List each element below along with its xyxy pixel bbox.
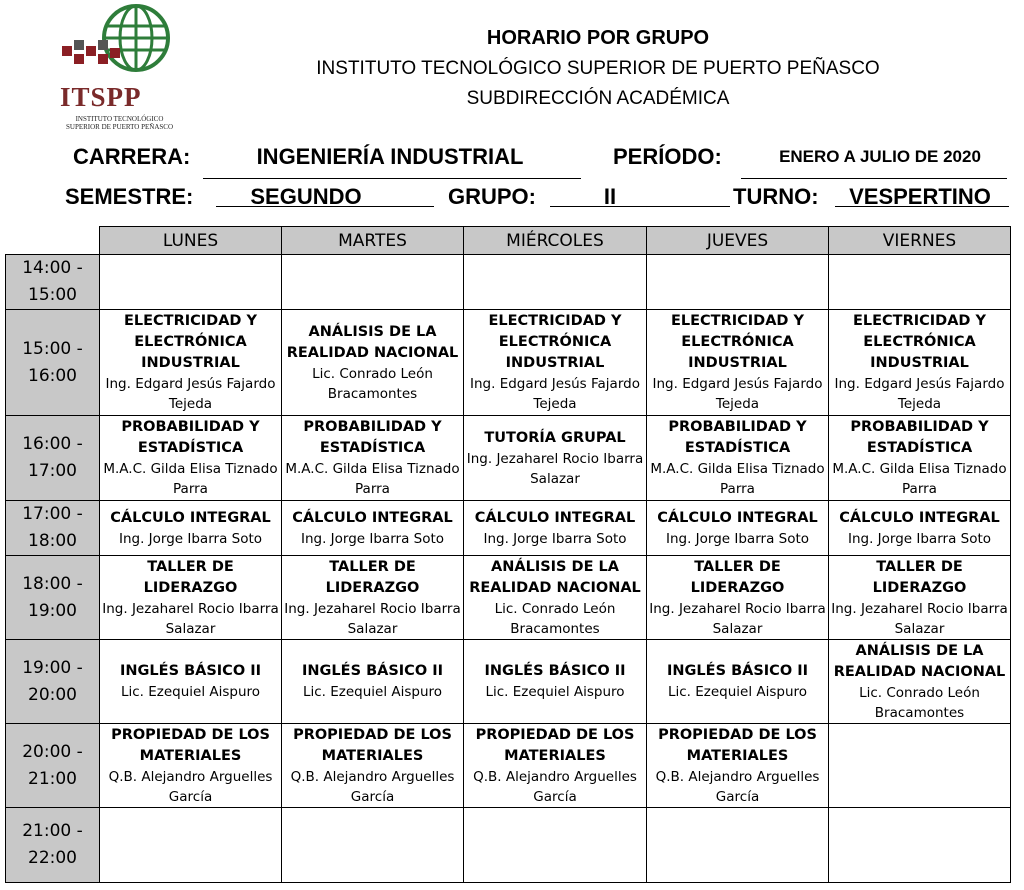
schedule-row [6, 724, 1011, 808]
class-cell [464, 310, 647, 416]
subject-name: INGLÉS BÁSICO II [302, 663, 443, 679]
time-slot [6, 808, 100, 883]
subject-name: ANÁLISIS DE LA REALIDAD NACIONAL [469, 558, 641, 596]
teacher-name: Q.B. Alejandro Arguelles García [655, 768, 820, 805]
periodo-label: PERÍODO: [613, 144, 722, 169]
time-start: 20:00 - [22, 741, 83, 762]
class-cell [100, 255, 282, 310]
time-slot [6, 556, 100, 640]
class-cell [647, 310, 829, 416]
grupo-label: GRUPO: [448, 184, 536, 209]
subject-name: INGLÉS BÁSICO II [484, 663, 626, 679]
subject-name: TALLER DE LIDERAZGO [143, 558, 238, 596]
subject-name: PROBABILIDAD Y ESTADÍSTICA [668, 419, 807, 456]
teacher-name: Lic. Ezequiel Aispuro [302, 684, 443, 700]
schedule-table [5, 226, 1011, 883]
subject-name: PROBABILIDAD Y ESTADÍSTICA [121, 419, 260, 456]
class-cell [647, 416, 829, 501]
schedule-row [6, 501, 1011, 556]
subject-name: INGLÉS BÁSICO II [120, 663, 261, 679]
class-cell [282, 416, 464, 501]
time-slot [6, 640, 100, 724]
teacher-name: Lic. Ezequiel Aispuro [120, 684, 261, 700]
subject-name: ANÁLISIS DE LA REALIDAD NACIONAL [286, 323, 459, 361]
corner-cell [6, 227, 100, 255]
periodo-value: ENERO A JULIO DE 2020 [779, 147, 981, 166]
class-cell [464, 808, 647, 883]
schedule-row [6, 556, 1011, 640]
department-name: SUBDIRECCIÓN ACADÉMICA [466, 88, 730, 109]
subject-name: TALLER DE LIDERAZGO [690, 558, 785, 596]
teacher-name: Lic. Ezequiel Aispuro [667, 684, 808, 700]
schedule-row [6, 640, 1011, 724]
semestre-value: SEGUNDO [250, 184, 362, 209]
class-cell [647, 255, 829, 310]
teacher-name: Lic. Ezequiel Aispuro [485, 684, 625, 700]
carrera-label: CARRERA: [73, 144, 191, 169]
semestre-underline [216, 206, 434, 207]
class-cell [829, 416, 1011, 501]
document-title: HORARIO POR GRUPO [486, 27, 710, 49]
turno-label: TURNO: [733, 184, 819, 209]
class-cell [829, 501, 1011, 556]
teacher-name: Ing. Jezaharel Rocio Ibarra Salazar [102, 600, 279, 637]
teacher-name: Ing. Edgard Jesús Fajardo Tejeda [652, 376, 823, 412]
class-cell [464, 255, 647, 310]
teacher-name: Lic. Conrado León Bracamontes [859, 684, 980, 721]
subject-name: PROPIEDAD DE LOS MATERIALES [658, 726, 817, 764]
class-cell [100, 808, 282, 883]
teacher-name: M.A.C. Gilda Elisa Tiznado Parra [832, 461, 1007, 497]
time-slot [6, 310, 100, 416]
subject-name: TALLER DE LIDERAZGO [325, 558, 420, 596]
class-cell [282, 501, 464, 556]
grupo-value: II [603, 184, 617, 209]
subject-name: ELECTRICIDAD Y ELECTRÓNICA INDUSTRIAL [670, 313, 805, 371]
subject-name: INGLÉS BÁSICO II [667, 663, 808, 679]
globe-icon [104, 6, 168, 70]
logo-subtitle: INSTITUTO TECNOLÓGICO SUPERIOR DE PUERTO PEÑASCO [66, 115, 173, 131]
schedule-row [6, 808, 1011, 883]
class-cell [829, 310, 1011, 416]
teacher-name: Ing. Jorge Ibarra Soto [483, 530, 627, 547]
time-end: 18:00 [28, 531, 77, 551]
class-cell [100, 724, 282, 808]
teacher-name: Ing. Edgard Jesús Fajardo Tejeda [470, 376, 640, 412]
class-cell [282, 640, 464, 724]
time-end: 17:00 [28, 461, 77, 481]
subject-name: CÁLCULO INTEGRAL [474, 509, 636, 526]
teacher-name: Ing. Jorge Ibarra Soto [118, 530, 263, 547]
teacher-name: Ing. Edgard Jesús Fajardo Tejeda [834, 376, 1005, 412]
time-end: 21:00 [28, 768, 77, 789]
schedule-row [6, 310, 1011, 416]
teacher-name: M.A.C. Gilda Elisa Tiznado Parra [285, 461, 460, 497]
teacher-name: Ing. Jezaharel Rocio Ibarra Salazar [466, 450, 644, 487]
day-header: MARTES [282, 227, 464, 255]
subject-name: ELECTRICIDAD Y ELECTRÓNICA INDUSTRIAL [123, 313, 258, 371]
class-cell [647, 556, 829, 640]
schedule-row [6, 255, 1011, 310]
class-cell [282, 255, 464, 310]
subject-name: PROBABILIDAD Y ESTADÍSTICA [850, 419, 989, 456]
day-header: VIERNES [829, 227, 1011, 255]
time-end: 15:00 [28, 285, 77, 305]
class-cell [100, 416, 282, 501]
day-header: LUNES [100, 227, 282, 255]
teacher-name: Ing. Jezaharel Rocio Ibarra Salazar [831, 600, 1008, 637]
day-header-row [6, 227, 1011, 255]
time-start: 15:00 - [22, 338, 83, 359]
time-slot [6, 416, 100, 501]
teacher-name: Q.B. Alejandro Arguelles García [108, 768, 273, 805]
class-cell [647, 808, 829, 883]
class-cell [829, 640, 1011, 724]
periodo-underline [741, 178, 1007, 179]
day-header: JUEVES [647, 227, 829, 255]
institution-name: INSTITUTO TECNOLÓGICO SUPERIOR DE PUERTO PEÑASCO [316, 58, 880, 79]
turno-value: VESPERTINO [849, 184, 991, 209]
teacher-name: M.A.C. Gilda Elisa Tiznado Parra [103, 461, 278, 497]
subject-name: TALLER DE LIDERAZGO [872, 558, 967, 596]
teacher-name: Lic. Conrado León Bracamontes [494, 600, 616, 637]
turno-underline [835, 206, 1009, 207]
subject-name: ANÁLISIS DE LA REALIDAD NACIONAL [833, 642, 1006, 680]
class-cell [464, 724, 647, 808]
teacher-name: Q.B. Alejandro Arguelles García [473, 768, 637, 805]
class-cell [647, 724, 829, 808]
teacher-name: Ing. Jorge Ibarra Soto [300, 530, 445, 547]
teacher-name: Ing. Jezaharel Rocio Ibarra Salazar [649, 600, 826, 637]
class-cell [829, 724, 1011, 808]
class-cell [829, 255, 1011, 310]
teacher-name: Ing. Jezaharel Rocio Ibarra Salazar [284, 600, 461, 637]
class-cell [464, 501, 647, 556]
class-cell [282, 310, 464, 416]
class-cell [647, 501, 829, 556]
class-cell [464, 556, 647, 640]
carrera-value: INGENIERÍA INDUSTRIAL [256, 144, 524, 169]
teacher-name: M.A.C. Gilda Elisa Tiznado Parra [650, 461, 825, 497]
teacher-name: Ing. Edgard Jesús Fajardo Tejeda [105, 376, 276, 412]
class-cell [647, 640, 829, 724]
class-cell [829, 556, 1011, 640]
time-end: 20:00 [28, 684, 77, 705]
time-start: 18:00 - [22, 573, 83, 594]
class-cell [100, 556, 282, 640]
logo-wordmark: ITSPP [60, 82, 142, 112]
time-start: 21:00 - [22, 821, 83, 841]
class-cell [282, 556, 464, 640]
subject-name: TUTORÍA GRUPAL [484, 429, 626, 446]
time-start: 17:00 - [22, 504, 83, 524]
subject-name: PROPIEDAD DE LOS MATERIALES [111, 726, 270, 764]
class-cell [100, 640, 282, 724]
day-header: MIÉRCOLES [464, 227, 647, 255]
class-cell [100, 501, 282, 556]
class-cell [282, 724, 464, 808]
time-start: 19:00 - [22, 657, 83, 678]
time-slot [6, 724, 100, 808]
subject-name: PROBABILIDAD Y ESTADÍSTICA [303, 419, 442, 456]
teacher-name: Q.B. Alejandro Arguelles García [290, 768, 455, 805]
time-start: 14:00 - [22, 258, 83, 278]
time-slot [6, 255, 100, 310]
class-cell [100, 310, 282, 416]
subject-name: ELECTRICIDAD Y ELECTRÓNICA INDUSTRIAL [488, 313, 622, 371]
class-cell [464, 640, 647, 724]
subject-name: CÁLCULO INTEGRAL [292, 509, 453, 526]
subject-name: PROPIEDAD DE LOS MATERIALES [475, 726, 635, 764]
schedule-row [6, 416, 1011, 501]
subject-name: CÁLCULO INTEGRAL [657, 509, 818, 526]
class-cell [829, 808, 1011, 883]
time-slot [6, 501, 100, 556]
subject-name: CÁLCULO INTEGRAL [110, 509, 271, 526]
class-cell [464, 416, 647, 501]
teacher-name: Lic. Conrado León Bracamontes [312, 365, 433, 402]
subject-name: ELECTRICIDAD Y ELECTRÓNICA INDUSTRIAL [852, 313, 987, 371]
time-start: 16:00 - [22, 434, 83, 454]
time-end: 16:00 [28, 365, 77, 386]
time-end: 19:00 [28, 600, 77, 621]
subject-name: PROPIEDAD DE LOS MATERIALES [293, 726, 452, 764]
subject-name: CÁLCULO INTEGRAL [839, 509, 1000, 526]
teacher-name: Ing. Jorge Ibarra Soto [847, 530, 992, 547]
grupo-underline [550, 206, 730, 207]
teacher-name: Ing. Jorge Ibarra Soto [665, 530, 810, 547]
semestre-label: SEMESTRE: [65, 184, 194, 209]
carrera-underline [203, 178, 581, 179]
time-end: 22:00 [28, 848, 77, 868]
class-cell [282, 808, 464, 883]
